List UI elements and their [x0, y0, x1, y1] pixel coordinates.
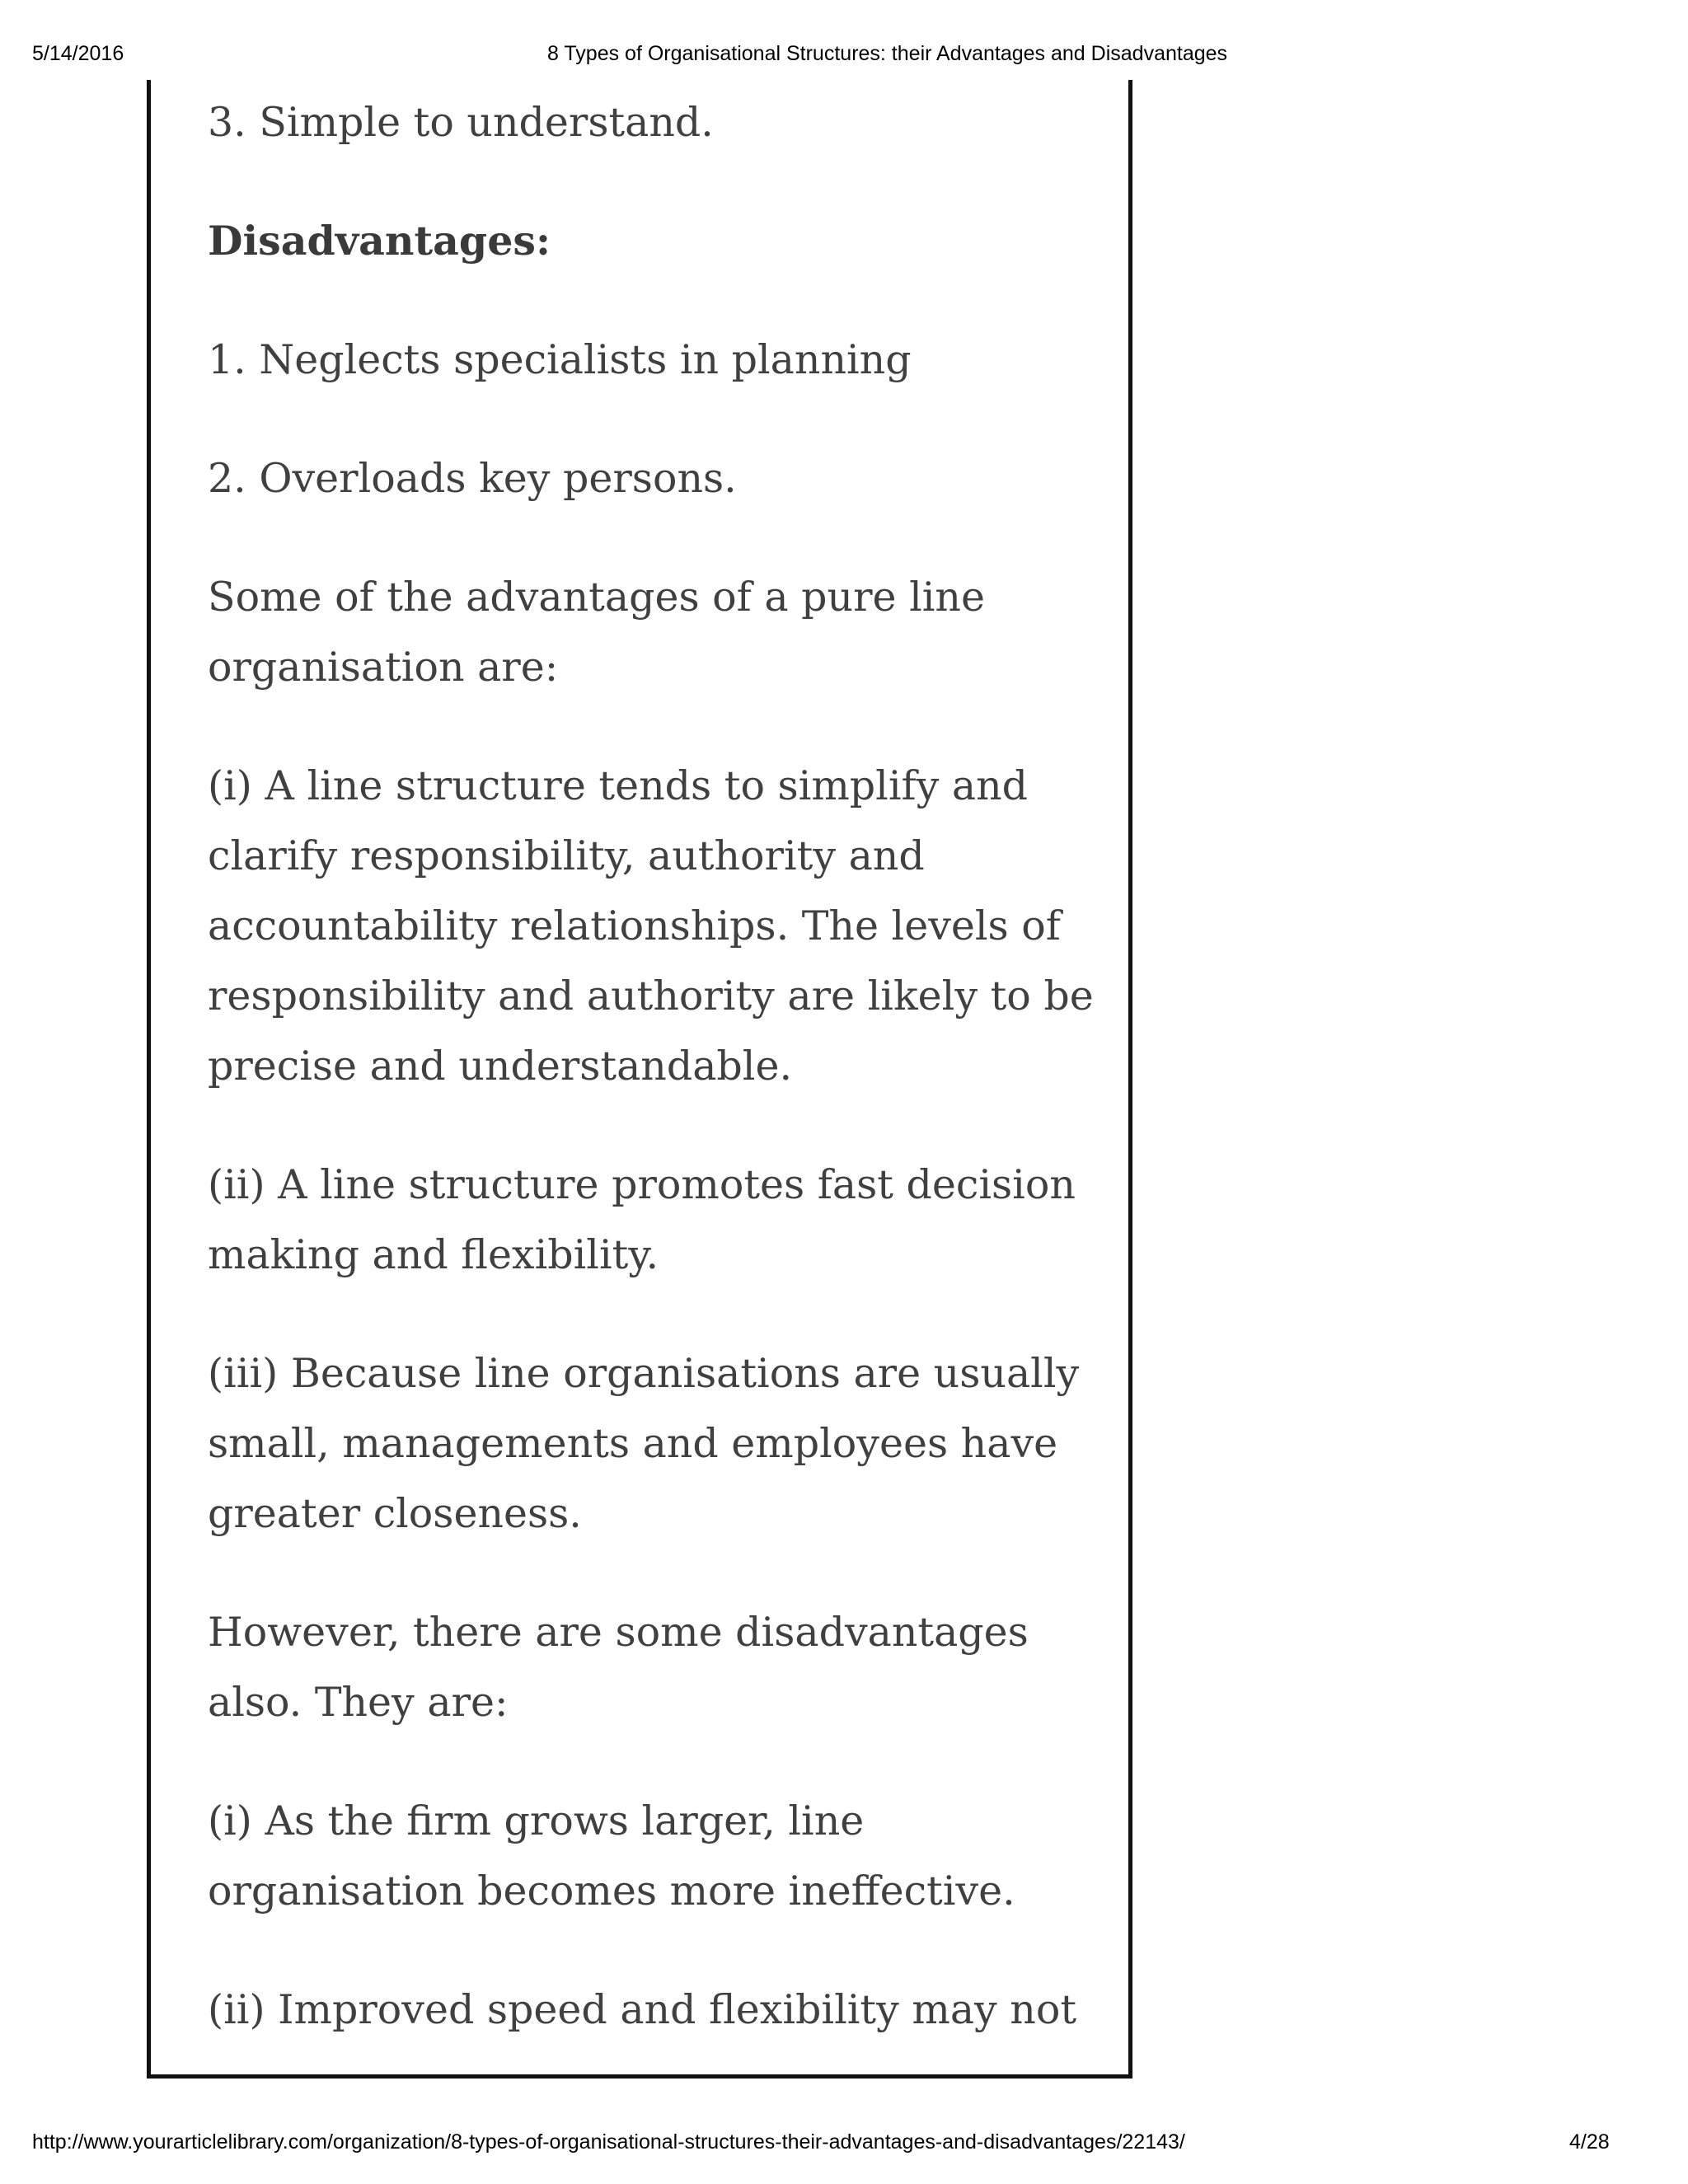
list-item: 3. Simple to understand. [208, 99, 714, 146]
page-number: 4/28 [1569, 2130, 1610, 2154]
list-item: 1. Neglects specialists in planning [208, 336, 912, 383]
section-heading-disadvantages: Disadvantages: [208, 217, 551, 265]
paragraph: (i) A line structure tends to simplify and clarify responsibility, authority and accountability relationships. The levels of responsibility and authority are likely to be precise and understandable. [208, 762, 1094, 1090]
list-item: 2. Overloads key persons. [208, 455, 737, 502]
paragraph: However, there are some disadvantages also. They are: [208, 1609, 1029, 1726]
article-body [208, 87, 1114, 2093]
print-date: 5/14/2016 [32, 42, 124, 65]
paragraph: (i) As the firm grows larger, line organisation becomes more ineffective. [208, 1797, 1015, 1915]
paragraph: (ii) Improved speed and flexibility may not [208, 1986, 1077, 2033]
page-url: http://www.yourarticlelibrary.com/organization/8-types-of-organisational-structures-their-advantages-and-disadvantages/22143/ [32, 2130, 1185, 2154]
page-title: 8 Types of Organisational Structures: their Advantages and Disadvantages [547, 42, 1228, 65]
paragraph: (ii) A line structure promotes fast decision making and flexibility. [208, 1161, 1076, 1278]
paragraph: Some of the advantages of a pure line organisation are: [208, 574, 985, 691]
paragraph: (iii) Because line organisations are usually small, managements and employees have greater closeness. [208, 1350, 1080, 1537]
